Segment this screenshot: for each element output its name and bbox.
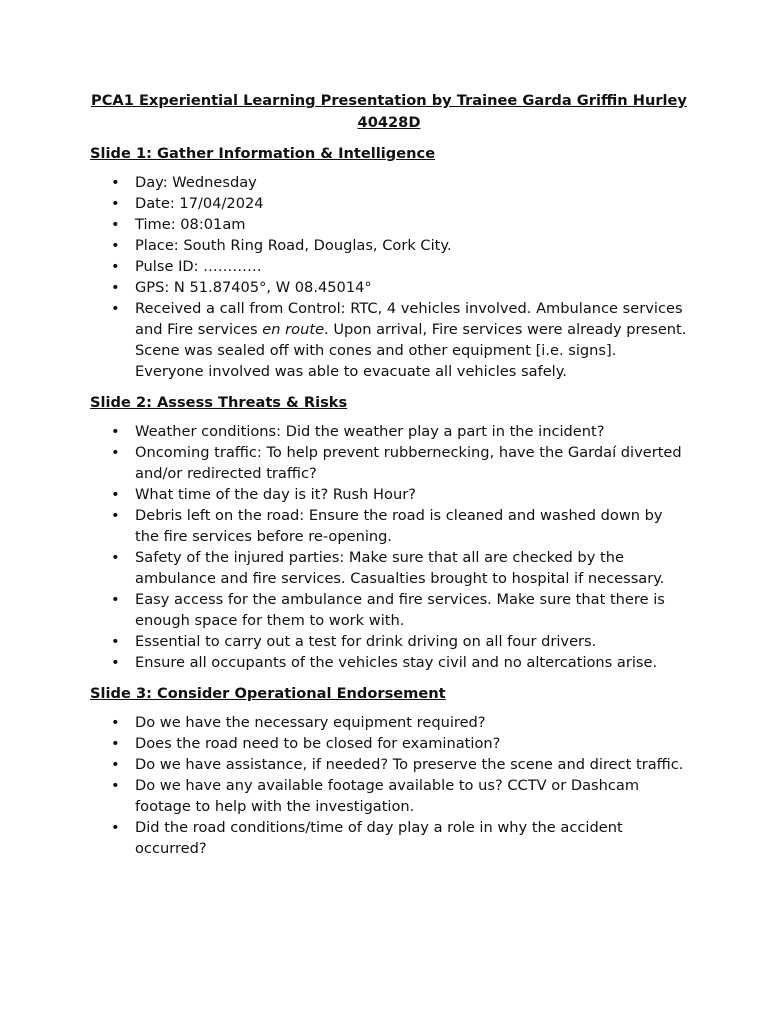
list-item — [90, 298, 688, 382]
list-item-text: Day: Wednesday — [135, 174, 257, 191]
list-item — [90, 505, 688, 547]
list-item-text: Pulse ID: ………… — [135, 258, 262, 275]
list-item-text: Oncoming traffic: To help prevent rubbernecking, have the Gardaí diverted and/or redirected traffic? — [135, 444, 682, 482]
list-item-text: Essential to carry out a test for drink driving on all four drivers. — [135, 633, 597, 650]
document-title: PCA1 Experiential Learning Presentation by Trainee Garda Griffin Hurley 40428D — [91, 92, 687, 131]
list-item — [90, 277, 688, 298]
bullet-icon: • — [111, 735, 120, 752]
list-item-text: Safety of the injured parties: Make sure that all are checked by the ambulance and fire services. Casualties brought to hospital if necessary. — [135, 549, 665, 587]
bullet-icon: • — [111, 777, 120, 794]
list-item — [90, 172, 688, 193]
list-item — [90, 631, 688, 652]
list-item — [90, 754, 688, 775]
bullet-icon: • — [111, 423, 120, 440]
call-text-before: Received a call from Control: RTC, 4 vehicles involved. Ambulance services and Fire services — [135, 300, 683, 338]
list-item-text: What time of the day is it? Rush Hour? — [135, 486, 416, 503]
list-item — [90, 214, 688, 235]
slide-2-heading: Slide 2: Assess Threats & Risks — [90, 394, 348, 411]
slide-2-list — [90, 421, 688, 673]
bullet-icon: • — [111, 549, 120, 566]
bullet-icon: • — [111, 633, 120, 650]
list-item-text — [135, 300, 686, 380]
list-item — [90, 421, 688, 442]
bullet-icon: • — [111, 591, 120, 608]
bullet-icon: • — [111, 486, 120, 503]
list-item-text: GPS: N 51.87405°, W 08.45014° — [135, 279, 372, 296]
bullet-icon: • — [111, 756, 120, 773]
list-item — [90, 589, 688, 631]
bullet-icon: • — [111, 216, 120, 233]
bullet-icon: • — [111, 654, 120, 671]
list-item — [90, 547, 688, 589]
list-item — [90, 712, 688, 733]
list-item — [90, 484, 688, 505]
list-item-text: Weather conditions: Did the weather play a part in the incident? — [135, 423, 605, 440]
document-page — [90, 90, 688, 869]
list-item-text: Time: 08:01am — [135, 216, 246, 233]
slide-3-list — [90, 712, 688, 859]
list-item-text: Easy access for the ambulance and fire services. Make sure that there is enough space for them to work with. — [135, 591, 665, 629]
list-item-text: Did the road conditions/time of day play a role in why the accident occurred? — [135, 819, 623, 857]
list-item-text: Date: 17/04/2024 — [135, 195, 264, 212]
slide-1-list — [90, 172, 688, 382]
call-text-emphasis: en route — [262, 321, 325, 338]
list-item-text: Debris left on the road: Ensure the road is cleaned and washed down by the fire services before re-opening. — [135, 507, 663, 545]
call-text-after: . Upon arrival, Fire services were already present. Scene was sealed off with cones and other equipment [i.e. signs]. Everyone involved was able to evacuate all vehicles safely. — [135, 321, 687, 380]
bullet-icon: • — [111, 174, 120, 191]
list-item — [90, 817, 688, 859]
slide-1-heading: Slide 1: Gather Information & Intelligence — [90, 145, 436, 162]
list-item — [90, 256, 688, 277]
list-item-text: Do we have any available footage available to us? CCTV or Dashcam footage to help with the investigation. — [135, 777, 640, 815]
bullet-icon: • — [111, 258, 120, 275]
list-item-text: Does the road need to be closed for examination? — [135, 735, 501, 752]
list-item-text: Do we have assistance, if needed? To preserve the scene and direct traffic. — [135, 756, 684, 773]
bullet-icon: • — [111, 444, 120, 461]
bullet-icon: • — [111, 300, 120, 317]
bullet-icon: • — [111, 237, 120, 254]
bullet-icon: • — [111, 819, 120, 836]
list-item — [90, 733, 688, 754]
list-item — [90, 442, 688, 484]
list-item — [90, 652, 688, 673]
list-item — [90, 235, 688, 256]
list-item-text: Ensure all occupants of the vehicles stay civil and no altercations arise. — [135, 654, 658, 671]
list-item — [90, 775, 688, 817]
bullet-icon: • — [111, 714, 120, 731]
slide-3-heading: Slide 3: Consider Operational Endorsement — [90, 685, 446, 702]
bullet-icon: • — [111, 279, 120, 296]
list-item-text: Do we have the necessary equipment required? — [135, 714, 486, 731]
list-item-text: Place: South Ring Road, Douglas, Cork City. — [135, 237, 452, 254]
bullet-icon: • — [111, 507, 120, 524]
bullet-icon: • — [111, 195, 120, 212]
list-item — [90, 193, 688, 214]
